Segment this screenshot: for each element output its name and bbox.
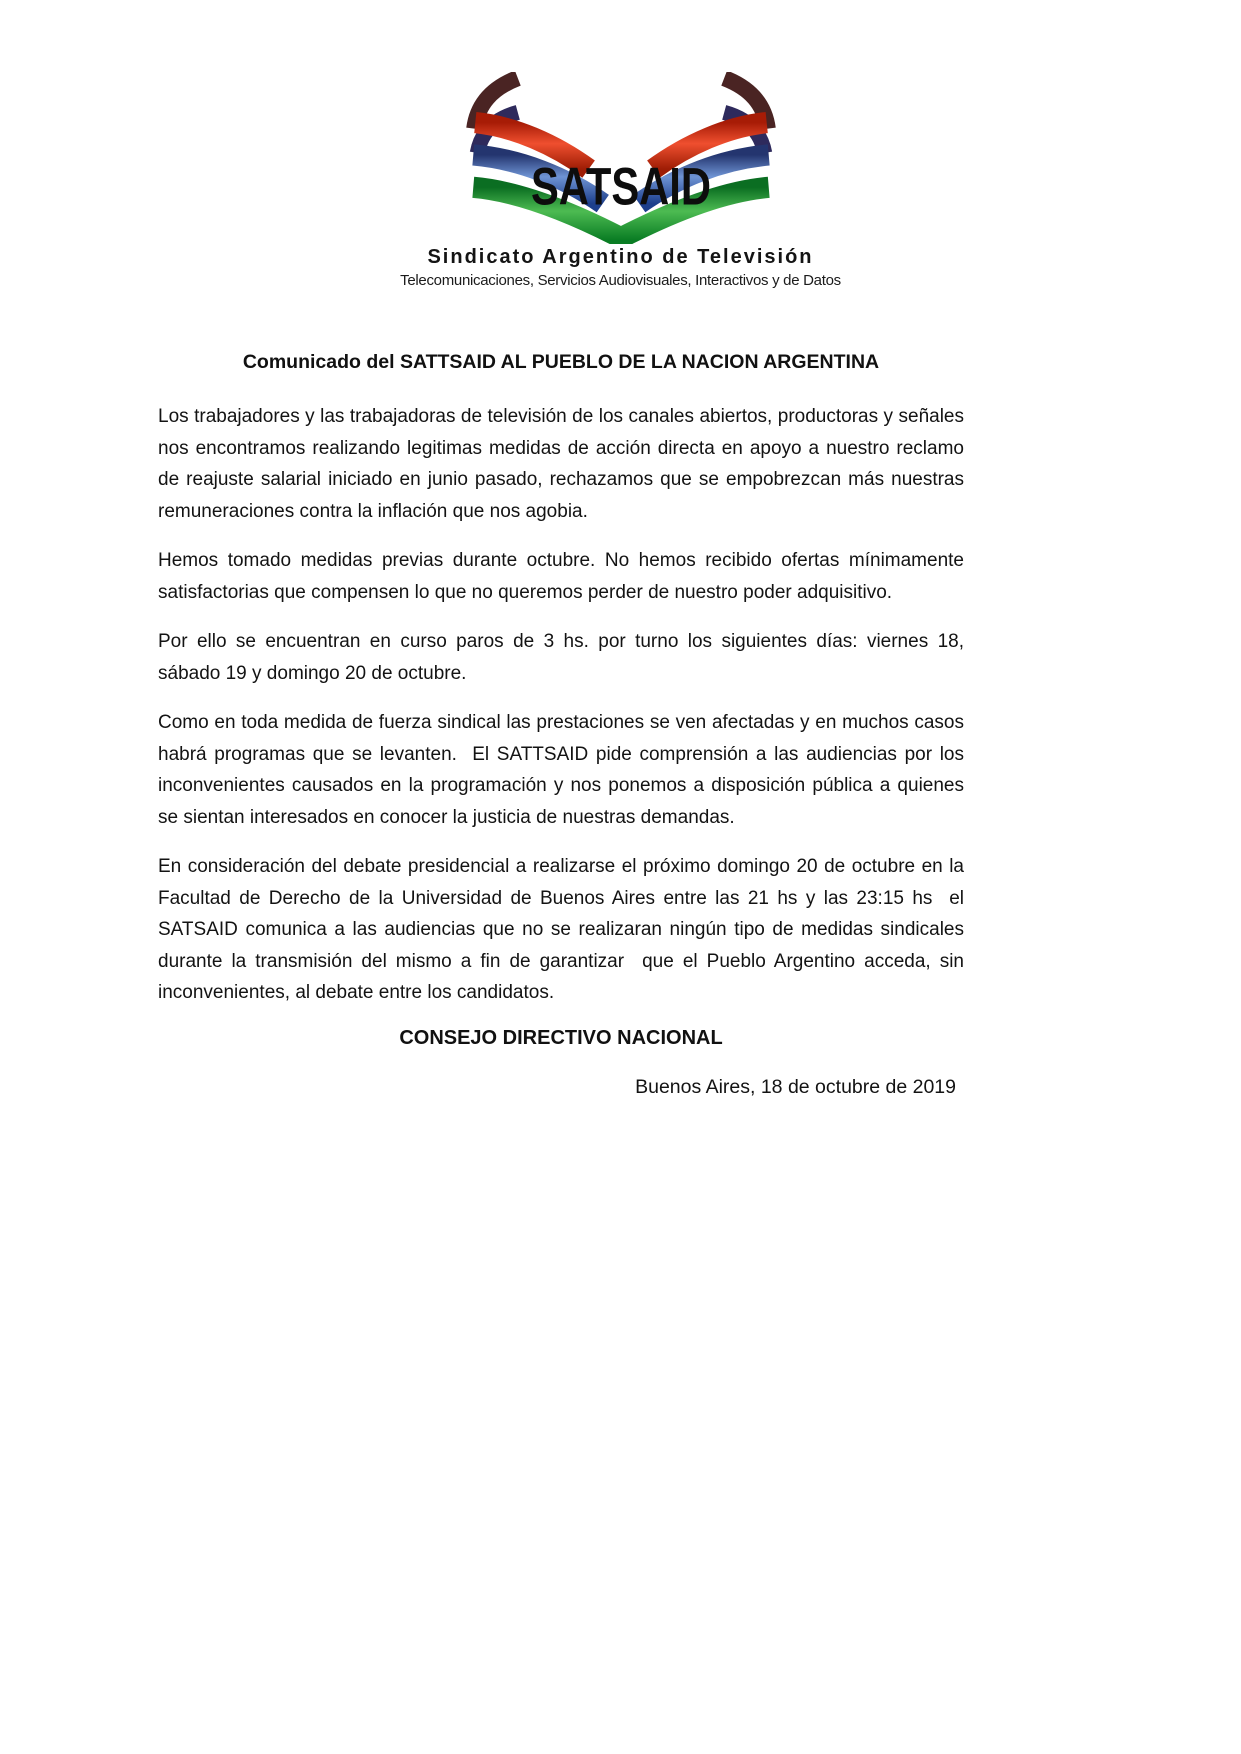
document-paragraphs	[158, 401, 964, 1009]
signature-line: CONSEJO DIRECTIVO NACIONAL	[399, 1026, 723, 1049]
document-title: Comunicado del SATTSAID AL PUEBLO DE LA NACION ARGENTINA	[242, 351, 880, 373]
brand-text: SATSAID	[530, 157, 711, 217]
satsaid-logo-icon	[426, 72, 816, 244]
document-paragraph: Los trabajadores y las trabajadoras de televisión de los canales abiertos, productoras y señales nos encontramos realizando legitimas medidas de acción directa en apoyo a nuestro reclamo de reajuste salarial iniciado en junio pasado, rechazamos que se empobrezcan más nuestras remuneraciones contra la inflación que nos agobia.	[158, 406, 964, 522]
document-paragraph: Hemos tomado medidas previas durante octubre. No hemos recibido ofertas mínimamente satisfactorias que compensen lo que no queremos perder de nuestro poder adquisitivo.	[158, 550, 964, 603]
document-body	[158, 349, 964, 1099]
dateline: Buenos Aires, 18 de octubre de 2019	[635, 1075, 956, 1098]
org-subtitle: Telecomunicaciones, Servicios Audiovisuales, Interactivos y de Datos	[400, 272, 841, 289]
satsaid-logo-block	[0, 0, 1241, 289]
document-paragraph: En consideración del debate presidencial a realizarse el próximo domingo 20 de octubre en la Facultad de Derecho de la Universidad de Buenos Aires entre las 21 hs y las 23:15 hs el SATSAID comunica a las audiencias que no se realizaran ningún tipo de medidas sindicales durante la transmisión del mismo a fin de garantizar que el Pueblo Argentino acceda, sin inconvenientes, al debate entre los candidatos.	[158, 856, 964, 1003]
document-paragraph: Como en toda medida de fuerza sindical las prestaciones se ven afectadas y en muchos casos habrá programas que se levanten. El SATTSAID pide comprensión a las audiencias por los inconvenientes causados en la programación y nos ponemos a disposición pública a quienes se sientan interesados en conocer la justicia de nuestras demandas.	[158, 712, 964, 828]
org-name: Sindicato Argentino de Televisión	[427, 246, 814, 268]
document-paragraph: Por ello se encuentran en curso paros de 3 hs. por turno los siguientes días: viernes 18, sábado 19 y domingo 20 de octubre.	[158, 631, 964, 684]
